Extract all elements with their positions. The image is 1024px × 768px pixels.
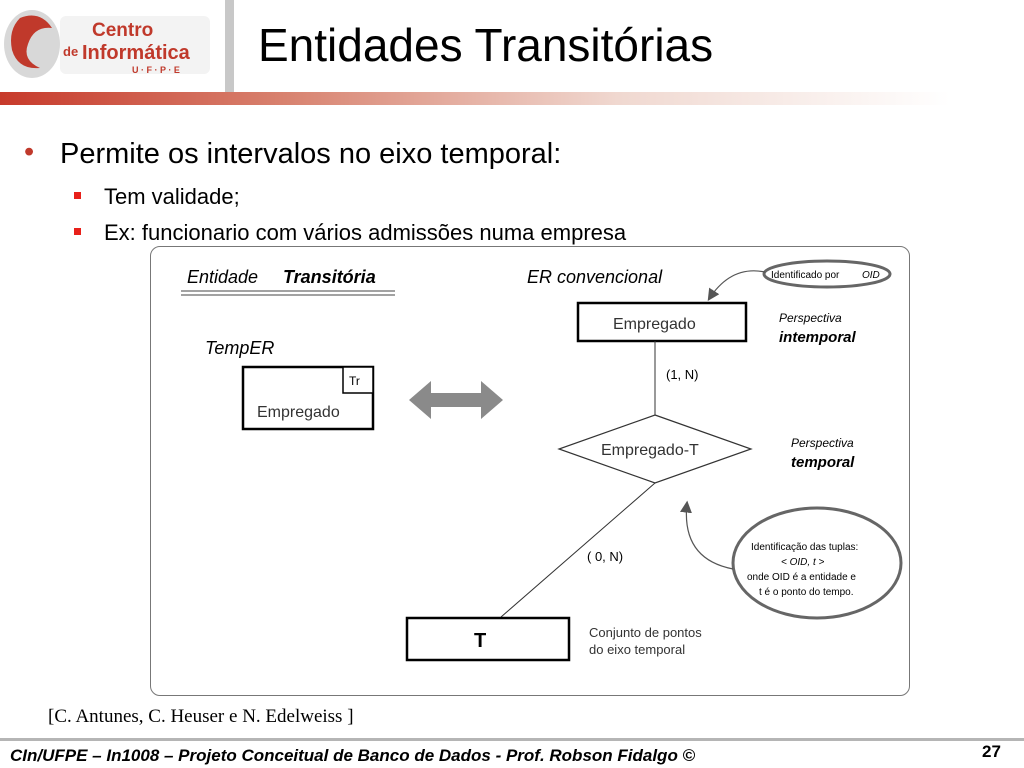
t-entity-box <box>407 618 569 660</box>
footer-rule <box>0 738 1024 741</box>
page-title: Entidades Transitórias <box>258 19 714 71</box>
tuple-note-line: < OID, t > <box>781 557 825 568</box>
temper-entity-name: Empregado <box>257 404 340 421</box>
tuple-note-line: t é o ponto do tempo. <box>759 587 854 598</box>
cardinality-2: ( 0, N) <box>587 549 624 564</box>
tuple-note-line: onde OID é a entidade e <box>747 572 856 583</box>
er-convencional-label: ER convencional <box>527 267 663 287</box>
perspective1-line1: Perspectiva <box>779 311 842 325</box>
citation: [C. Antunes, C. Heuser e N. Edelweiss ] <box>48 706 354 727</box>
title-underline-bar <box>0 92 950 105</box>
sub-bullet-text: Tem validade; <box>104 184 240 209</box>
footer-text: CIn/UFPE – In1008 – Projeto Conceitual de Banco de Dados - Prof. Robson Fidalgo © <box>10 746 696 765</box>
double-arrow-icon <box>409 381 503 419</box>
logo-line2-prefix: de <box>63 44 79 59</box>
perspective1-line2: intemporal <box>779 329 856 346</box>
oid-callout-arrow <box>709 271 765 299</box>
relationship-name: Empregado-T <box>601 442 699 459</box>
tuple-note-line: Identificação das tuplas: <box>751 542 859 553</box>
logo-line2: Informática <box>82 42 190 64</box>
er-diagram-panel <box>150 246 910 696</box>
diagram-heading-bold: Transitória <box>283 267 376 287</box>
t-note-line: do eixo temporal <box>589 642 686 657</box>
cardinality-1: (1, N) <box>666 367 699 382</box>
square-bullet-icon <box>74 228 81 235</box>
er-entity-name: Empregado <box>613 316 696 333</box>
tuple-callout-arrow <box>686 503 733 569</box>
temper-label: TempER <box>205 338 275 358</box>
t-entity-name: T <box>474 630 487 652</box>
page-number: 27 <box>982 742 1001 761</box>
square-bullet-icon <box>74 192 81 199</box>
bullet-dot-icon: • <box>24 136 35 168</box>
oid-callout-var: OID <box>862 270 880 281</box>
logo-line1: Centro <box>92 20 154 41</box>
sub-bullet-text: Ex: funcionario com vários admissões numa empresa <box>104 220 627 245</box>
title-separator <box>225 0 234 105</box>
oid-callout-prefix: Identificado por <box>771 270 840 281</box>
logo-line3: U · F · P · E <box>132 65 180 75</box>
t-note-line: Conjunto de pontos <box>589 625 702 640</box>
diagram-heading-prefix: Entidade <box>187 267 259 287</box>
bullet-text: Permite os intervalos no eixo temporal: <box>60 138 562 170</box>
perspective2-line1: Perspectiva <box>791 436 854 450</box>
tr-marker-text: Tr <box>349 374 360 388</box>
connector-line <box>501 483 655 617</box>
cin-logo <box>0 0 215 90</box>
perspective2-line2: temporal <box>791 454 855 471</box>
